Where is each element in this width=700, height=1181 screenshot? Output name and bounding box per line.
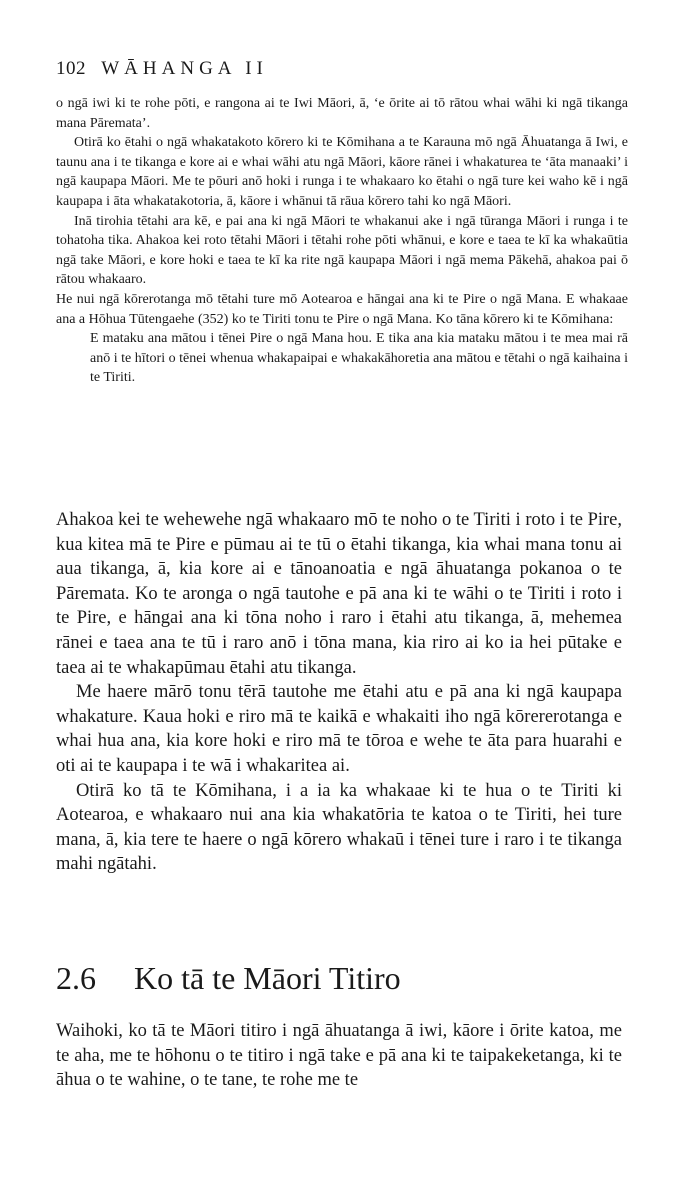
body-paragraph-2: Me haere mārō tonu tērā tautohe me ētahi atu e pā ana ki ngā kaupapa whakature. Kaua hoki e riro mā te kaikā e whakaiti iho ngā kōrererotanga e whai hua ana, kia kore hoki e riro mā te tōroa e wehe te āta para huarahi e oti ai te kaupapa i te wā i whakaritea ai. xyxy=(56,682,622,776)
section-body-block xyxy=(56,1019,622,1093)
section-title: Ko tā te Māori Titiro xyxy=(134,960,401,996)
page-number: 102 xyxy=(56,58,86,79)
section-heading xyxy=(56,958,646,998)
small-paragraph-2: Otirā ko ētahi o ngā whakatakoto kōrero ki te Kōmihana a te Karauna mō ngā Āhuatanga ā Iwi, e taunu ana i te tikanga e kore ai e whai wāhi atu ngā Māori, kāore rānei i whakaturea te ‘āta manaaki’ i ngā kaupapa Māori. Me te pōuri anō hoki i runga i te whakaaro ko ētahi o ngā ture kei waho kē i ngā kaupapa i āta whakatakotoria, ā, kāore i whānui tā rāua kōrero tahi ko ngā Māori. xyxy=(56,135,628,209)
small-text-block xyxy=(56,94,628,388)
body-text-block xyxy=(56,508,622,877)
small-paragraph-4: He nui ngā kōrerotanga mō tētahi ture mō Aotearoa e hāngai ana ki te Pire o ngā Mana. E whakaae ana a Hōhua Tūtengaehe (352) ko te Tiriti tonu te Pire o ngā Mana. Ko tāna kōrero ki te Kōmihana: xyxy=(56,291,628,327)
section-number: 2.6 xyxy=(56,960,96,996)
body-paragraph-3: Otirā ko tā te Kōmihana, i a ia ka whakaae ki te hua o te Tiriti ki Aotearoa, e whakaaro nui ana kia whakatōria te katoa o te Tiriti, hei ture mana, ā, kia tere te haere o ngā kōrero whakaū i tēnei ture i raro i te tikanga mahi ngātahi. xyxy=(56,780,622,875)
block-quote: E mataku ana mātou i tēnei Pire o ngā Mana hou. E tika ana kia mataku mātou i te mea mai rā anō i te hītori o tēnei whenua whakapaipai e whakakāhoretia ana mātou e tētahi o ngā kaihaina i te Tiriti. xyxy=(90,331,628,386)
small-paragraph-1: o ngā iwi ki te rohe pōti, e rangona ai te Iwi Māori, ā, ‘e ōrite ai tō rātou whai wāhi ki ngā tikanga mana Pāremata’. xyxy=(56,96,628,131)
chapter-title: WĀHANGA II xyxy=(101,58,268,79)
running-head xyxy=(56,58,268,80)
section-paragraph-1: Waihoki, ko tā te Māori titiro i ngā āhuatanga ā iwi, kāore i ōrite katoa, me te aha, me te hōhonu o te titiro i ngā take e pā ana ki te taipakeketanga, ki te āhua o te wahine, o te tane, te rohe me te xyxy=(56,1021,622,1091)
body-paragraph-1: Ahakoa kei te wehewehe ngā whakaaro mō te noho o te Tiriti i roto i te Pire, kua kitea mā te Pire e pūmau ai te tū o ētahi tikanga, kia whai mana tonu ai aua tikanga, ā, kia kore ai e tānoanoatia e ngā āhuatanga pokanoa o te Pāremata. Ko te aronga o ngā tautohe e pā ana ki te wāhi o te Tiriti i roto i te Pire, e hāngai ana ki tōna noho i raro i ētahi atu tikanga, ā, mehemea rānei e taea ana te tū i raro anō i tōna mana, kia riro ai ko ia hei pūtake e taea ai te whakapūmau ētahi atu tikanga. xyxy=(56,510,622,678)
small-paragraph-3: Inā tirohia tētahi ara kē, e pai ana ki ngā Māori te whakanui ake i ngā tūranga Māori i runga i te tohatoha tika. Ahakoa kei roto tētahi Māori i tētahi rohe pōti whānui, e kore e taea te kī ka whakaūtia ngā take Māori, e kore hoki e taea te kī ka rite ngā kaupapa Māori i ngā mema Pākehā, ahakoa pai ō rātou whakaaro. xyxy=(56,213,628,288)
